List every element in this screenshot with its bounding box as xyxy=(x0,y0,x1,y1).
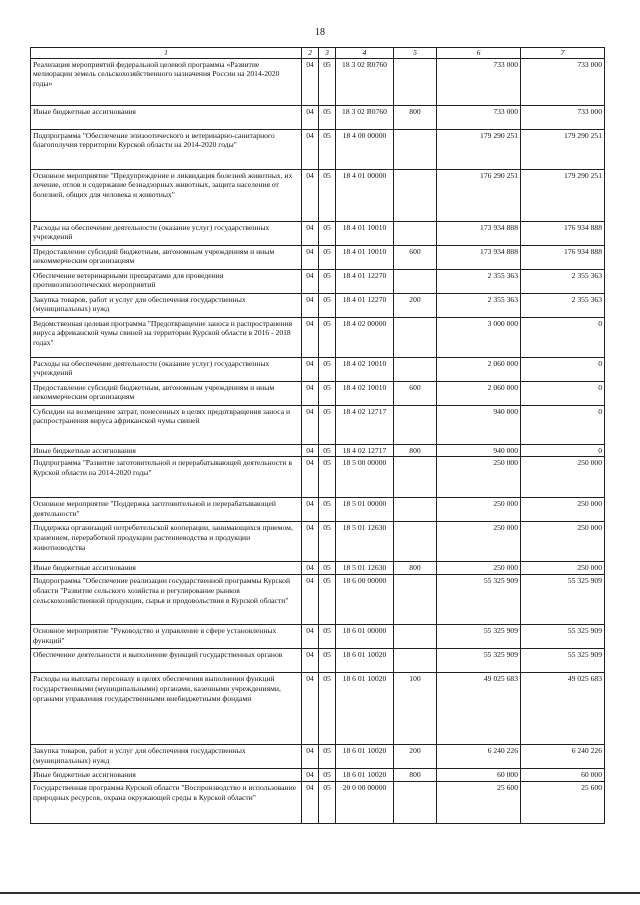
table-row xyxy=(31,169,605,221)
row-subsection: 05 xyxy=(319,357,336,381)
row-expense-type xyxy=(394,317,437,357)
row-section: 04 xyxy=(302,498,319,522)
row-expense-type: 800 xyxy=(394,105,437,129)
table-row xyxy=(31,745,605,769)
table-row xyxy=(31,625,605,649)
row-target-code: 18 3 02 R0760 xyxy=(336,58,394,105)
row-expense-type: 800 xyxy=(394,444,437,457)
row-amount-1: 55 325 909 xyxy=(437,625,521,649)
row-amount-1: 250 000 xyxy=(437,498,521,522)
row-name: Иные бюджетные ассигнования xyxy=(31,105,302,129)
row-subsection: 05 xyxy=(319,129,336,169)
row-expense-type xyxy=(394,221,437,245)
row-amount-2: 25 600 xyxy=(521,781,605,823)
row-target-code: 18 4 02 12717 xyxy=(336,405,394,444)
row-name: Обеспечение ветеринарными препаратами для проведения противоэпизоотических мероприятий xyxy=(31,269,302,293)
row-name: Иные бюджетные ассигнования xyxy=(31,444,302,457)
bottom-rule xyxy=(0,892,640,894)
row-section: 04 xyxy=(302,105,319,129)
row-amount-2: 0 xyxy=(521,405,605,444)
row-expense-type xyxy=(394,405,437,444)
row-name: Предоставление субсидий бюджетным, автономным учреждениям и иным некоммерческим организациям xyxy=(31,245,302,269)
row-name: Реализация мероприятий федеральной целевой программы «Развитие мелиорации земель сельскохозяйственного назначения России на 2014-2020 годы» xyxy=(31,58,302,105)
column-header: 5 xyxy=(394,48,437,59)
table-row xyxy=(31,498,605,522)
row-amount-2: 55 325 909 xyxy=(521,649,605,673)
row-section: 04 xyxy=(302,58,319,105)
row-section: 04 xyxy=(302,357,319,381)
row-subsection: 05 xyxy=(319,498,336,522)
row-section: 04 xyxy=(302,293,319,317)
row-target-code: 18 4 01 00000 xyxy=(336,169,394,221)
row-amount-1: 173 934 888 xyxy=(437,221,521,245)
row-section: 04 xyxy=(302,381,319,405)
row-amount-2: 176 934 888 xyxy=(521,245,605,269)
row-expense-type: 800 xyxy=(394,769,437,782)
row-subsection: 05 xyxy=(319,269,336,293)
row-subsection: 05 xyxy=(319,625,336,649)
row-section: 04 xyxy=(302,245,319,269)
row-name: Обеспечение деятельности и выполнение функций государственных органов xyxy=(31,649,302,673)
row-amount-1: 2 355 363 xyxy=(437,269,521,293)
row-amount-2: 179 290 251 xyxy=(521,129,605,169)
row-amount-1: 173 934 888 xyxy=(437,245,521,269)
row-target-code: 18 4 01 10010 xyxy=(336,221,394,245)
row-expense-type xyxy=(394,129,437,169)
row-amount-2: 250 000 xyxy=(521,562,605,575)
row-subsection: 05 xyxy=(319,317,336,357)
row-name: Закупка товаров, работ и услуг для обеспечения государственных (муниципальных) нужд xyxy=(31,293,302,317)
row-subsection: 05 xyxy=(319,575,336,625)
row-name: Закупка товаров, работ и услуг для обеспечения государственных (муниципальных) нужд xyxy=(31,745,302,769)
row-subsection: 05 xyxy=(319,293,336,317)
row-amount-1: 2 060 000 xyxy=(437,357,521,381)
table-row xyxy=(31,293,605,317)
row-amount-1: 176 290 251 xyxy=(437,169,521,221)
table-row xyxy=(31,781,605,823)
table-row xyxy=(31,444,605,457)
row-subsection: 05 xyxy=(319,457,336,498)
row-target-code: 18 5 01 00000 xyxy=(336,498,394,522)
row-section: 04 xyxy=(302,673,319,745)
row-subsection: 05 xyxy=(319,405,336,444)
row-amount-1: 179 290 251 xyxy=(437,129,521,169)
row-target-code: 18 4 02 10010 xyxy=(336,381,394,405)
table-row xyxy=(31,673,605,745)
row-expense-type: 200 xyxy=(394,745,437,769)
table-row xyxy=(31,522,605,562)
table-row xyxy=(31,129,605,169)
row-target-code: 18 6 01 10020 xyxy=(336,745,394,769)
row-amount-1: 250 000 xyxy=(437,457,521,498)
row-expense-type xyxy=(394,522,437,562)
table-row xyxy=(31,769,605,782)
row-subsection: 05 xyxy=(319,245,336,269)
row-section: 04 xyxy=(302,269,319,293)
row-target-code: 18 6 01 00000 xyxy=(336,625,394,649)
row-target-code: 18 4 00 00000 xyxy=(336,129,394,169)
row-amount-2: 55 325 909 xyxy=(521,625,605,649)
row-section: 04 xyxy=(302,522,319,562)
table-row xyxy=(31,457,605,498)
row-subsection: 05 xyxy=(319,781,336,823)
table-row xyxy=(31,649,605,673)
row-expense-type xyxy=(394,169,437,221)
row-target-code: 18 6 01 10020 xyxy=(336,673,394,745)
table-header-row xyxy=(31,48,605,59)
table-body xyxy=(31,58,605,823)
row-amount-2: 0 xyxy=(521,444,605,457)
row-amount-2: 250 000 xyxy=(521,498,605,522)
row-amount-2: 0 xyxy=(521,381,605,405)
row-amount-1: 3 000 000 xyxy=(437,317,521,357)
row-name: Подпрограмма "Обеспечение эпизоотического и ветеринарно-санитарного благополучия территории Курской области на 2014-2020 годы" xyxy=(31,129,302,169)
row-amount-2: 6 240 226 xyxy=(521,745,605,769)
row-name: Расходы на обеспечение деятельности (оказание услуг) государственных учреждений xyxy=(31,357,302,381)
table-row xyxy=(31,221,605,245)
row-name: Ведомственная целевая программа "Предотвращение заноса и распространения вируса африканской чумы свиней на территории Курской области в 2016 - 2018 годах" xyxy=(31,317,302,357)
row-target-code: 18 4 02 10010 xyxy=(336,357,394,381)
row-subsection: 05 xyxy=(319,649,336,673)
row-amount-2: 176 934 888 xyxy=(521,221,605,245)
row-section: 04 xyxy=(302,769,319,782)
row-section: 04 xyxy=(302,444,319,457)
budget-table xyxy=(30,47,605,824)
row-expense-type xyxy=(394,357,437,381)
row-subsection: 05 xyxy=(319,562,336,575)
row-target-code: 18 5 01 12630 xyxy=(336,522,394,562)
row-section: 04 xyxy=(302,781,319,823)
row-amount-2: 250 000 xyxy=(521,457,605,498)
row-section: 04 xyxy=(302,745,319,769)
column-header: 1 xyxy=(31,48,302,59)
row-amount-2: 49 025 683 xyxy=(521,673,605,745)
row-section: 04 xyxy=(302,649,319,673)
column-header: 7 xyxy=(521,48,605,59)
row-section: 04 xyxy=(302,129,319,169)
row-name: Поддержка организаций потребительской кооперации, занимающихся приемом, хранением, переработкой продукции растениеводства и продукции животноводства xyxy=(31,522,302,562)
row-name: Предоставление субсидий бюджетным, автономным учреждениям и иным некоммерческим организациям xyxy=(31,381,302,405)
page-number: 18 xyxy=(315,27,325,38)
row-name: Основное мероприятие "Предупреждение и ликвидация болезней животных, их лечение, отлов и содержание безнадзорных животных, защита населения от болезней, общих для человека и животных" xyxy=(31,169,302,221)
row-amount-2: 2 355 363 xyxy=(521,293,605,317)
row-name: Подпрограмма "Развитие заготовительной и перерабатывающей деятельности в Курской области на 2014-2020 годы" xyxy=(31,457,302,498)
row-subsection: 05 xyxy=(319,769,336,782)
row-target-code: 18 4 02 00000 xyxy=(336,317,394,357)
row-name: Расходы на выплаты персоналу в целях обеспечения выполнения функций государственными (муниципальными) органами, казенными учреждениями, органами управления государственными внебюджетными фондами xyxy=(31,673,302,745)
row-amount-2: 0 xyxy=(521,357,605,381)
row-amount-2: 250 000 xyxy=(521,522,605,562)
row-target-code: 18 4 01 10010 xyxy=(336,245,394,269)
table-row xyxy=(31,245,605,269)
row-target-code: 18 6 00 00000 xyxy=(336,575,394,625)
table-row xyxy=(31,381,605,405)
row-amount-1: 250 000 xyxy=(437,522,521,562)
column-header: 4 xyxy=(336,48,394,59)
row-expense-type: 600 xyxy=(394,381,437,405)
row-subsection: 05 xyxy=(319,221,336,245)
row-subsection: 05 xyxy=(319,58,336,105)
row-subsection: 05 xyxy=(319,673,336,745)
table-row xyxy=(31,562,605,575)
row-amount-1: 250 000 xyxy=(437,562,521,575)
row-name: Государственная программа Курской области "Воспроизводство и использование природных ресурсов, охрана окружающей среды в Курской области" xyxy=(31,781,302,823)
row-subsection: 05 xyxy=(319,105,336,129)
row-section: 04 xyxy=(302,575,319,625)
row-section: 04 xyxy=(302,457,319,498)
column-header: 2 xyxy=(302,48,319,59)
row-subsection: 05 xyxy=(319,745,336,769)
row-amount-1: 733 000 xyxy=(437,105,521,129)
row-target-code: 18 6 01 10020 xyxy=(336,769,394,782)
row-target-code: 18 4 01 12270 xyxy=(336,269,394,293)
row-amount-1: 940 000 xyxy=(437,405,521,444)
row-section: 04 xyxy=(302,405,319,444)
row-amount-2: 0 xyxy=(521,317,605,357)
row-amount-1: 733 000 xyxy=(437,58,521,105)
row-subsection: 05 xyxy=(319,522,336,562)
row-amount-1: 2 355 363 xyxy=(437,293,521,317)
row-target-code: 20 0 00 00000 xyxy=(336,781,394,823)
row-subsection: 05 xyxy=(319,169,336,221)
table-row xyxy=(31,269,605,293)
row-target-code: 18 5 00 00000 xyxy=(336,457,394,498)
row-name: Подпрограмма "Обеспечение реализации государственной программы Курской области "Развитие сельского хозяйства и регулирование рынков сельскохозяйственной продукции, сырья и продовольствия в Курской области" xyxy=(31,575,302,625)
row-subsection: 05 xyxy=(319,444,336,457)
row-target-code: 18 3 02 R0760 xyxy=(336,105,394,129)
row-expense-type: 200 xyxy=(394,293,437,317)
row-amount-2: 179 290 251 xyxy=(521,169,605,221)
row-amount-1: 2 060 000 xyxy=(437,381,521,405)
row-section: 04 xyxy=(302,221,319,245)
row-section: 04 xyxy=(302,317,319,357)
row-amount-2: 60 000 xyxy=(521,769,605,782)
row-expense-type xyxy=(394,781,437,823)
row-amount-1: 55 325 909 xyxy=(437,649,521,673)
row-expense-type: 600 xyxy=(394,245,437,269)
row-name: Основное мероприятие "Поддержка заготовительной и перерабатывающей деятельности" xyxy=(31,498,302,522)
row-name: Иные бюджетные ассигнования xyxy=(31,769,302,782)
row-amount-1: 6 240 226 xyxy=(437,745,521,769)
row-expense-type xyxy=(394,58,437,105)
row-name: Иные бюджетные ассигнования xyxy=(31,562,302,575)
row-expense-type xyxy=(394,649,437,673)
row-amount-2: 55 325 909 xyxy=(521,575,605,625)
row-section: 04 xyxy=(302,625,319,649)
column-header: 6 xyxy=(437,48,521,59)
table-row xyxy=(31,575,605,625)
row-section: 04 xyxy=(302,169,319,221)
row-target-code: 18 4 02 12717 xyxy=(336,444,394,457)
row-amount-2: 733 000 xyxy=(521,105,605,129)
row-amount-2: 733 000 xyxy=(521,58,605,105)
row-expense-type xyxy=(394,575,437,625)
row-expense-type xyxy=(394,498,437,522)
row-name: Расходы на обеспечение деятельности (оказание услуг) государственных учреждений xyxy=(31,221,302,245)
row-expense-type xyxy=(394,625,437,649)
row-amount-2: 2 355 363 xyxy=(521,269,605,293)
row-target-code: 18 4 01 12270 xyxy=(336,293,394,317)
row-amount-1: 49 025 683 xyxy=(437,673,521,745)
table-row xyxy=(31,58,605,105)
row-amount-1: 940 000 xyxy=(437,444,521,457)
row-name: Основное мероприятие "Руководство и управление в сфере установленных функций" xyxy=(31,625,302,649)
row-section: 04 xyxy=(302,562,319,575)
column-header: 3 xyxy=(319,48,336,59)
table-row xyxy=(31,357,605,381)
table-row xyxy=(31,105,605,129)
row-amount-1: 60 000 xyxy=(437,769,521,782)
row-expense-type xyxy=(394,269,437,293)
row-subsection: 05 xyxy=(319,381,336,405)
row-expense-type: 100 xyxy=(394,673,437,745)
row-expense-type: 800 xyxy=(394,562,437,575)
row-expense-type xyxy=(394,457,437,498)
row-amount-1: 25 600 xyxy=(437,781,521,823)
row-target-code: 18 6 01 10020 xyxy=(336,649,394,673)
table-row xyxy=(31,405,605,444)
table-row xyxy=(31,317,605,357)
row-amount-1: 55 325 909 xyxy=(437,575,521,625)
row-target-code: 18 5 01 12630 xyxy=(336,562,394,575)
row-name: Субсидии на возмещение затрат, понесенных в целях предотвращения заноса и распространения вируса африканской чумы свиней xyxy=(31,405,302,444)
